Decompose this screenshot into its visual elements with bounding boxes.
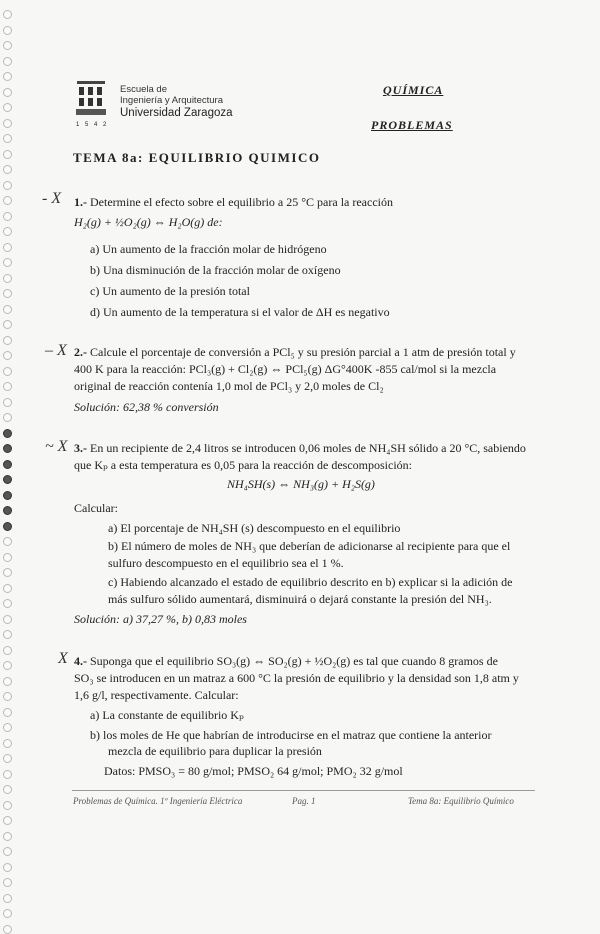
problem-2-solution: Solución: 62,38 % conversión xyxy=(74,400,219,414)
problem-4: 4.- Suponga que el equilibrio SO₃(g) ⇔ SO₂(g) + ½O₂(g) es tal que cuando 8 gramos de xyxy=(74,654,498,668)
problem-4-line-3: 1,6 g/l, respectivamente. Calcular: xyxy=(74,688,239,702)
section-heading: PROBLEMAS xyxy=(371,118,453,132)
problem-3: 3.- En un recipiente de 2,4 litros se introducen 0,06 moles de NH₄SH sólido a 20 °C, sabiendo xyxy=(74,441,526,455)
problem-3-calcular: Calcular: xyxy=(74,501,118,515)
problem-2: 2.- Calcule el porcentaje de conversión a PCl₅ y su presión parcial a 1 atm de presión total y xyxy=(74,345,516,359)
problem-3-item-b: b) El número de moles de NH₃ que deberían de adicionarse al recipiente para que el xyxy=(108,539,511,553)
problem-1-item-c: c) Un aumento de la presión total xyxy=(90,284,250,298)
footer-left: Problemas de Química. 1º Ingeniería Eléctrica xyxy=(73,796,243,806)
university-logo-icon xyxy=(73,77,109,127)
founding-year: 1 5 4 2 xyxy=(76,122,109,128)
problem-3-solution: Solución: a) 37,27 %, b) 0,83 moles xyxy=(74,612,247,626)
handwritten-mark-1: - X xyxy=(42,190,62,207)
problem-4-item-b-2: mezcla de equilibrio para duplicar la presión xyxy=(108,744,322,758)
handwritten-mark-4: X xyxy=(58,650,68,667)
problem-3-reaction: NH₄SH(s) ⇔ NH₃(g) + H₂S(g) xyxy=(227,477,375,491)
problem-3-item-a: a) El porcentaje de NH₄SH (s) descompuesto en el equilibrio xyxy=(108,521,401,535)
problem-1-reaction: H₂(g) + ½O₂(g) ⇔ H₂O(g) de: xyxy=(74,215,223,229)
problem-4-item-b: b) los moles de He que habrían de introducirse en el matraz que contiene la anterior xyxy=(90,728,492,742)
problem-1-item-b: b) Una disminución de la fracción molar de oxígeno xyxy=(90,263,341,277)
problem-3-item-c: c) Habiendo alcanzado el estado de equilibrio descrito en b) explicar si la adición de xyxy=(108,575,513,589)
problem-1-item-a: a) Un aumento de la fracción molar de hidrógeno xyxy=(90,242,327,256)
footer-right: Tema 8a: Equilibrio Químico xyxy=(408,796,514,806)
problem-1-item-d: d) Un aumento de la temperatura si el valor de ΔH es negativo xyxy=(90,305,390,319)
problem-2-line-3: original de reacción contenía 1,0 mol de PCl₃ y 2,0 moles de Cl₂ xyxy=(74,379,384,393)
handwritten-mark-2: – X xyxy=(45,342,67,359)
problem-3-item-c-2: más sulfuro sólido aumentará, disminuirá o dejará constante la presión del NH₃. xyxy=(108,592,492,606)
page-number: Pag. 1 xyxy=(292,796,316,806)
problem-4-data: Datos: PMSO₃ = 80 g/mol; PMSO₂ 64 g/mol; PMO₂ 32 g/mol xyxy=(104,764,403,778)
page-title: TEMA 8a: EQUILIBRIO QUIMICO xyxy=(73,150,321,165)
problem-4-line-2: SO₃ se introducen en un matraz a 600 °C la presión de equilibrio y la densidad son 1,8 atm y xyxy=(74,671,519,685)
problem-2-line-2: 400 K para la reacción: PCl₃(g) + Cl₂(g) ⇔ PCl₅(g) ΔG°400K -855 cal/mol si la mezcla xyxy=(74,362,497,376)
subject-heading: QUÍMICA xyxy=(383,83,444,97)
handwritten-mark-3: ~ X xyxy=(45,438,68,455)
problem-1: 1.- Determine el efecto sobre el equilibrio a 25 °C para la reacción xyxy=(74,195,393,209)
school-name: Escuela de Ingeniería y Arquitectura Universidad Zaragoza xyxy=(120,84,233,119)
problem-4-item-a: a) La constante de equilibrio Kₚ xyxy=(90,708,244,722)
footer-divider xyxy=(72,790,535,791)
problem-3-line-2: que Kₚ a esta temperatura es 0,05 para la reacción de descomposición: xyxy=(74,458,412,472)
binder-holes xyxy=(2,10,14,840)
problem-3-item-b-2: sulfuro descompuesto en el equilibrio sea el 1 %. xyxy=(108,556,344,570)
